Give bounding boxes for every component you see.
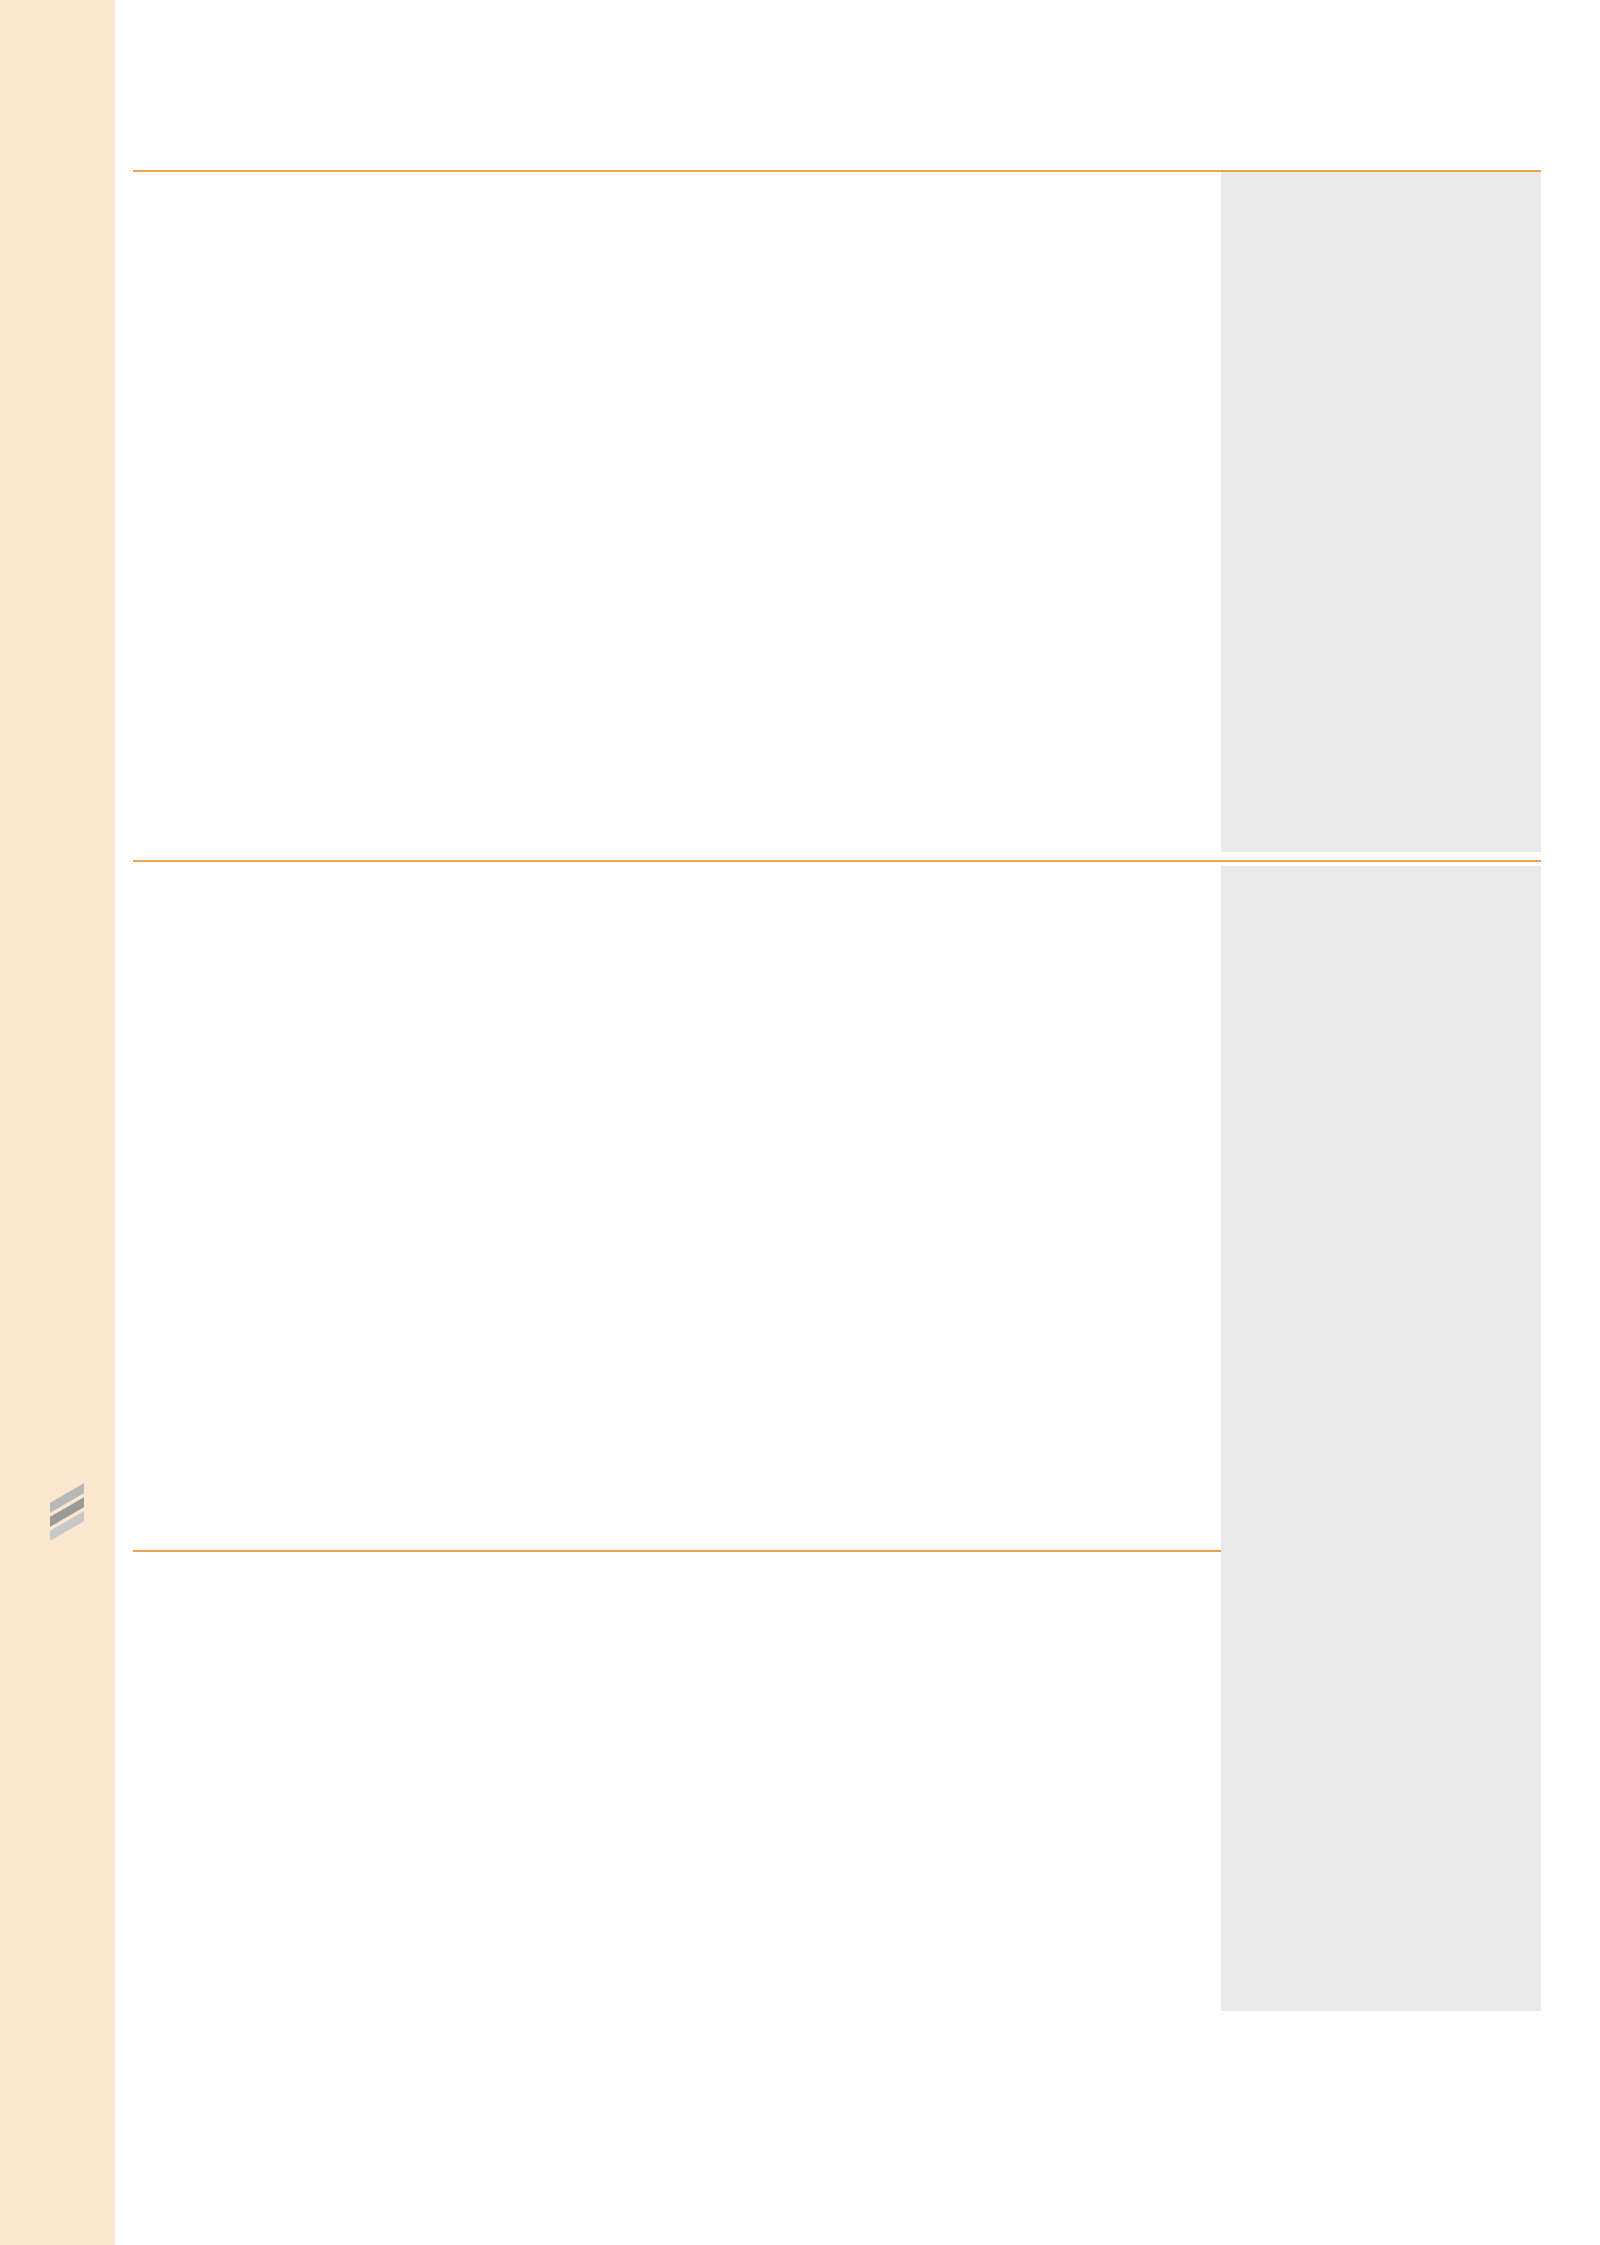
section-divider xyxy=(133,860,1541,862)
reduction-dimension-drawings xyxy=(1221,866,1541,2011)
dimension-drawing-panel xyxy=(1221,172,1541,852)
sidebar-band xyxy=(0,0,115,2245)
adapter-dimension-drawings xyxy=(1221,172,1541,852)
dimension-drawing-panel xyxy=(1221,866,1541,2011)
